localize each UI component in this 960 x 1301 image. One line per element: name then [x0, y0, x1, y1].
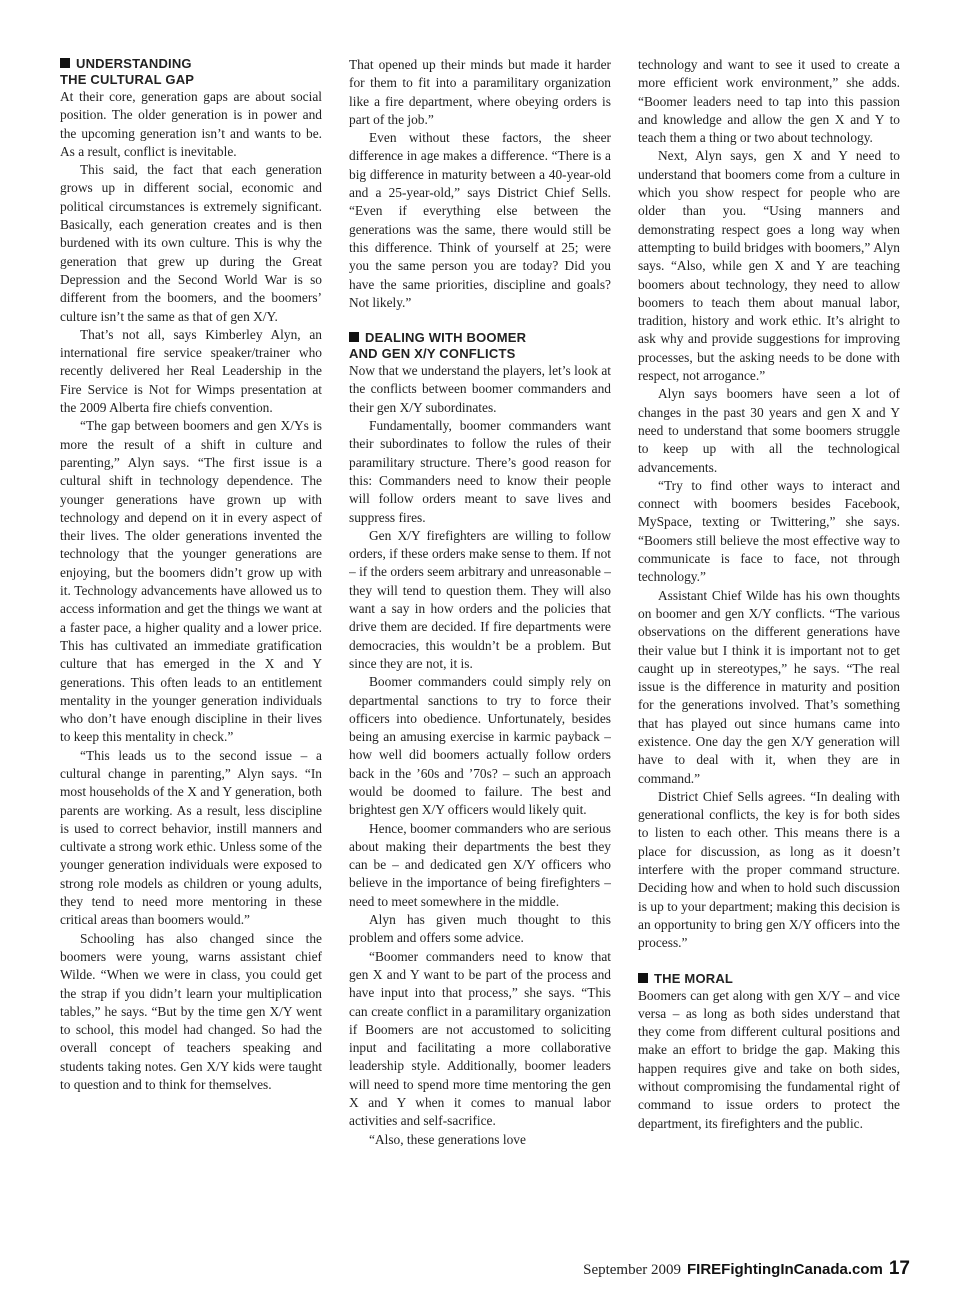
- square-bullet-icon: [349, 332, 359, 342]
- paragraph: Alyn has given much thought to this problem and offers some advice.: [349, 912, 611, 946]
- spacer: [349, 312, 611, 330]
- paragraph: Next, Alyn says, gen X and Y need to understand that boomers come from a culture in which you show respect for people who are older than you. “Using manners and demonstrating respect goes a long way when attempting to build bridges with boomers,” Alyn says. “Also, while gen X and Y are teaching boomers about technology, they need to allow boomers to teach them about manual labor, tradition, history and work ethic. It’s alright to ask why and provide suggestions for improving processes, but the asking needs to be done with respect, not arrogance.”: [638, 148, 900, 384]
- section-heading-line2: AND GEN X/Y CONFLICTS: [349, 346, 516, 362]
- paragraph: “Try to find other ways to interact and connect with boomers besides Facebook, MySpace, texting or Twittering,” she says. “Boomers still believe the most effective way to communicate is face to face, not through technology.”: [638, 477, 900, 585]
- issue-date: September 2009: [583, 1262, 682, 1278]
- paragraph: Schooling has also changed since the boomers were young, warns assistant chief Wilde. “When we were in class, you could get the strap if you didn’t learn your multiplication tables,” he says. “But by the time gen X/Y went to school, this model had changed. So had the overall concept of teachers speaking and students taking notes. Gen X/Y kids were taught to question and to think for themselves.: [60, 930, 322, 1093]
- page-footer: [520, 1258, 910, 1282]
- column-3: [638, 56, 900, 1246]
- paragraph: “The gap between boomers and gen X/Ys is more the result of a shift in culture and parenting,” Alyn says. “The first issue is a cultural shift in technology dependence. The younger generations have grown up with technology and depend on it in every aspect of their lives. The older generations invented the technology that the younger generations are enjoying, but the boomers didn’t grow up with it. Technology advancements have allowed us to access information and get the things we want at a faster pace, a higher quality and a lower price. This has cultivated an immediate gratification culture that has emerged in the X and Y generations. This often leads to an entitlement mentality in the younger generation individuals who don’t have enough discipline in their lives to keep this mentality in check.”: [60, 418, 322, 745]
- page-number: 17: [888, 1258, 910, 1279]
- paragraph: Assistant Chief Wilde has his own thoughts on boomer and gen X/Y conflicts. “The various observations on the different generations have their value but I think it is important not to get caught up in stereotypes,” he says. “The real issue is the difference in maturity and position for the generations involved. That’s something that has played out since humans came into existence. One day the gen X/Y generation will have to deal with it, when they are in command.”: [638, 587, 900, 786]
- square-bullet-icon: [60, 58, 70, 68]
- section-heading: THE MORAL: [638, 971, 900, 987]
- paragraph: Gen X/Y firefighters are willing to follow orders, if these orders make sense to them. If not – if the orders seem arbitrary and unreasonable – they will tend to question them. They will also want a say in how orders and the policies that drive them are decided. If fire departments were democracies, this wouldn’t be a problem. But since they are not, it is.: [349, 527, 611, 671]
- square-bullet-icon: [638, 973, 648, 983]
- paragraph: “Also, these generations love: [369, 1131, 526, 1147]
- paragraph: Fundamentally, boomer commanders want their subordinates to follow the rules of their paramilitary structure. There’s good reason for this: Commanders need to know their people will follow orders meant to save lives and suppress fires.: [349, 418, 611, 525]
- paragraph: Boomers can get along with gen X/Y – and vice versa – as long as both sides understand that they come from different cultural positions and make an effort to bridge the gap. Making this happen requires give and take on both sides, without compromising the fundamental right of command to issue orders to protect the department, its firefighters and the public.: [638, 987, 900, 1131]
- column-2: [349, 56, 611, 1246]
- magazine-url: FIREFightingInCanada.com: [687, 1261, 883, 1278]
- paragraph: Now that we understand the players, let’s look at the conflicts between boomer commanders and their gen X/Y subordinates.: [349, 363, 611, 415]
- paragraph: That opened up their minds but made it harder for them to fit into a paramilitary organization like a fire department, where obeying orders is part of the job.”: [349, 57, 611, 127]
- paragraph: Hence, boomer commanders who are serious about making their departments the best they can be – and dedicated gen X/Y officers who believe in the importance of being firefighters – need to meet somewhere in the middle.: [349, 820, 611, 909]
- section-heading: UNDERSTANDING: [60, 56, 322, 72]
- paragraph: Boomer commanders could simply rely on departmental sanctions to try to force their officers into obedience. Unfortunately, besides being an amusing exercise in karmic payback – how well did boomers actually follow orders back in the ’60s and ’70s? – such an approach would be doomed to failure. The best and brightest gen X/Y officers would likely quit.: [349, 674, 611, 818]
- paragraph: “This leads us to the second issue – a cultural change in parenting,” Alyn says. “In most households of the X and Y generation, both parents are working. As a result, less discipline is used to correct behavior, instill manners and cultivate a strong work ethic. Unless some of the younger generation individuals were exposed to strong role models as children or young adults, they tend to need more mentoring in these critical areas than boomers would.”: [60, 747, 322, 928]
- paragraph: Even without these factors, the sheer difference in age makes a difference. “There is a big difference in maturity between a 40-year-old and a 25-year-old,” says District Chief Sells. “Even if everything else between the generations was the same, there would still be this difference. Think of yourself at 25; were you the same person you are today? Did you have the same priorities, discipline and goals? Not likely.”: [349, 130, 611, 310]
- paragraph: At their core, generation gaps are about social position. The older generation is in power and the upcoming generation isn’t and wants to be. As a result, conflict is inevitable.: [60, 89, 322, 159]
- spacer: [638, 953, 900, 971]
- paragraph: technology and want to see it used to create a more efficient work environment,” she adds. “Boomer leaders need to tap into this passion and knowledge and allow the gen X and Y to teach them a thing or two about technology.: [638, 57, 900, 146]
- section-heading: DEALING WITH BOOMER: [349, 330, 611, 346]
- paragraph: That’s not all, says Kimberley Alyn, an international fire service speaker/trainer who recently delivered her Real Leadership in the Fire Service is Not for Wimps presentation at the 2009 Alberta fire chiefs convention.: [60, 326, 322, 416]
- section-heading-line2: THE CULTURAL GAP: [60, 72, 195, 87]
- column-1: [60, 56, 322, 1246]
- paragraph: Alyn says boomers have seen a lot of changes in the past 30 years and gen X and Y need to understand that some boomers struggle to keep up with all the technological advancements.: [638, 386, 900, 475]
- paragraph: This said, the fact that each generation grows up in different social, economic and political circumstances is extremely significant. Basically, each generation creates and is then burdened with its own culture. This is why the generation that grew up during the Great Depression and the Second World War is so different from the boomers, and the boomers’ culture isn’t the same as that of gen X/Y.: [60, 162, 322, 324]
- paragraph: “Boomer commanders need to know that gen X and Y want to be part of the process and have input into that process,” she says. “This can create conflict in a paramilitary organization if Boomers are not accustomed to soliciting input and facilitating a more collaborative leadership style. Additionally, boomer leaders will need to spend more time mentoring the gen X and Y when it comes to manual labor activities and self-sacrifice.: [349, 948, 611, 1129]
- paragraph: District Chief Sells agrees. “In dealing with generational conflicts, the key is for both sides to listen to each other. This means there is a place for discussion, as long as it doesn’t interfere with the proper command structure. Deciding how and when to hold such discussion is up to your department; making this decision is an opportunity to bring gen X/Y officers into the process.”: [638, 788, 900, 951]
